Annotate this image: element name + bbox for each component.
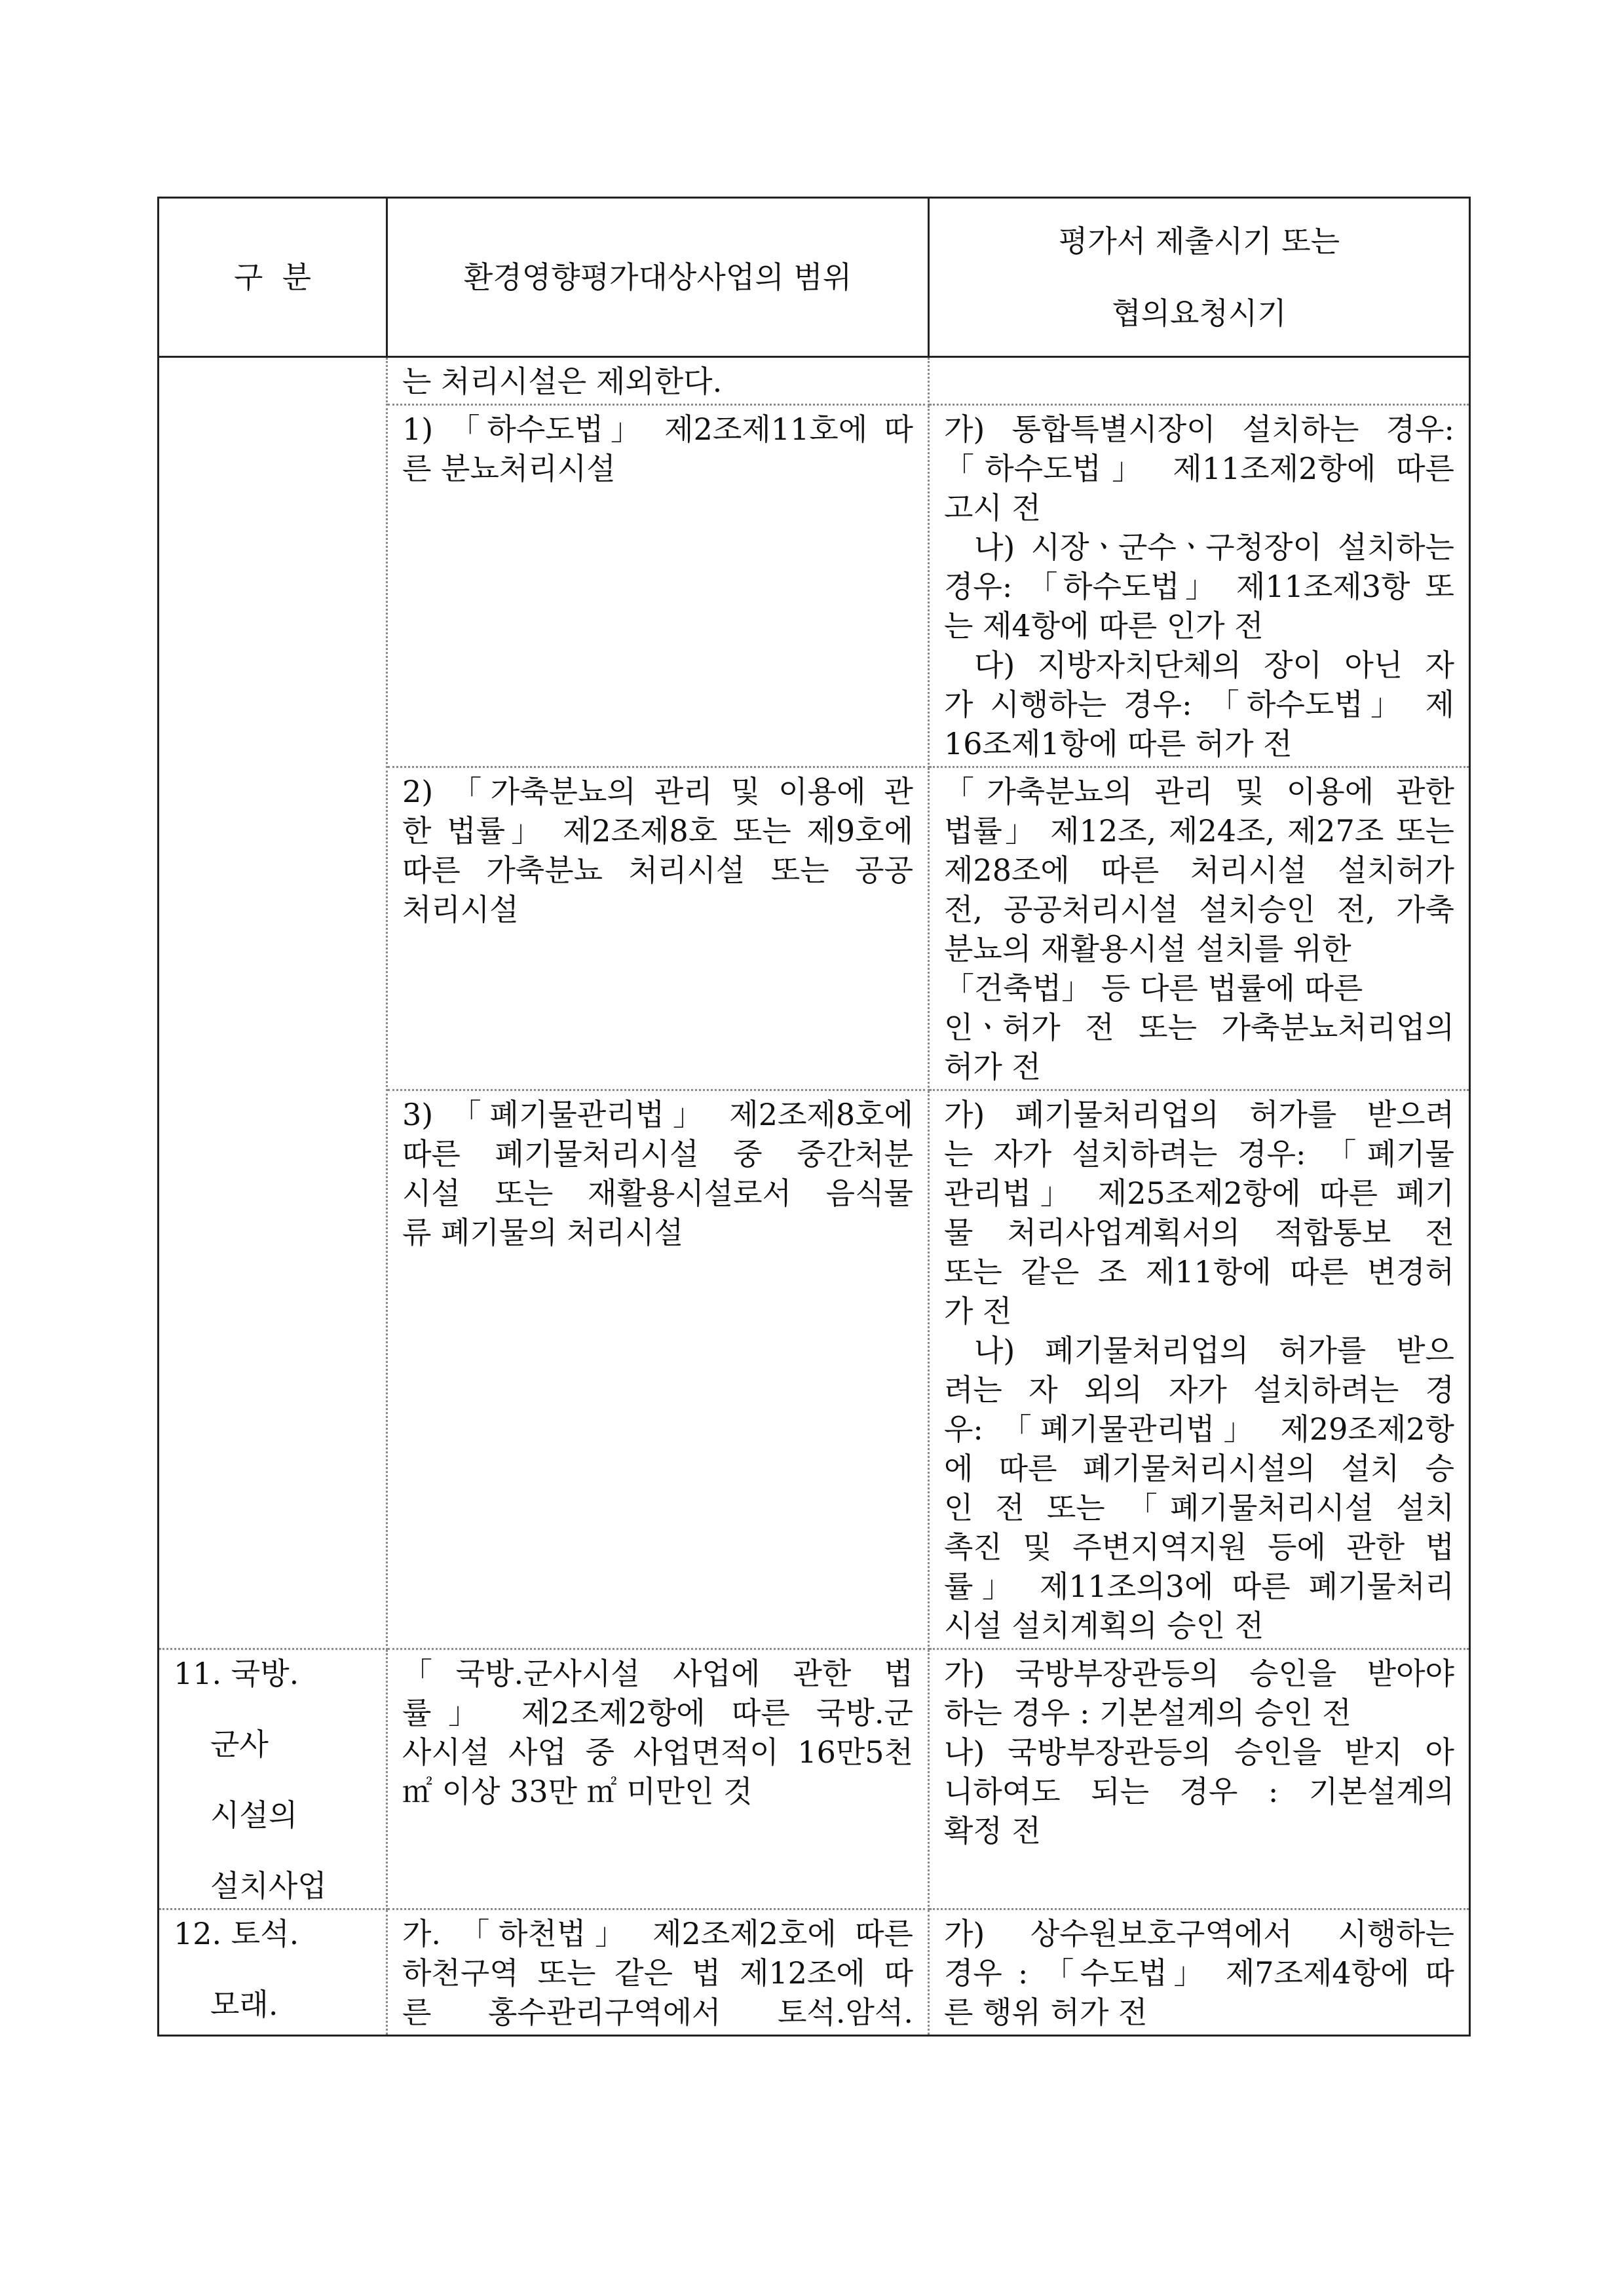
table-row <box>159 1649 1470 1909</box>
table-row <box>159 357 1470 405</box>
timing-cell: 가) 국방부장관등의 승인을 받아야 하는 경우 : 기본설계의 승인 전 나) 국방부장관등의 승인을 받지 아 니하여도 되는 경우 : 기본설계의 확정 전 <box>929 1649 1470 1909</box>
timing-cell: 가) 폐기물처리업의 허가를 받으려 는 자가 설치하려는 경우: 「폐기물 관리법」 제25조제2항에 따른 폐기 물 처리사업계획서의 적합통보 전 또는 같은 조 제11항에 따른 변경허 가 전 나) 폐기물처리업의 허가를 받으 려는 자 외의 자가 설치하려는 경 우: 「폐기물관리법」 제29조제2항 에 따른 폐기물처리시설의 설치 승 인 전 또는 「폐기물처리시설 설치 촉진 및 주변지역지원 등에 관한 법 률」 제11조의3에 따른 폐기물처리 시설 설치계획의 승인 전 <box>929 1090 1470 1649</box>
header-category: 구 분 <box>159 198 387 357</box>
scope-cell: 가. 「하천법」 제2조제2호에 따른 하천구역 또는 같은 법 제12조에 따 른 홍수관리구역에서 토석.암석. <box>387 1909 929 2036</box>
timing-cell: 가) 통합특별시장이 설치하는 경우: 「하수도법」 제11조제2항에 따른 고시 전 나) 시장ㆍ군수ㆍ구청장이 설치하는 경우: 「하수도법」 제11조제3항 또 는 제4항에 따른 인가 전 다) 지방자치단체의 장이 아닌 자 가 시행하는 경우: 「하수도법」 제 16조제1항에 따른 허가 전 <box>929 405 1470 767</box>
header-row <box>159 198 1470 357</box>
header-scope: 환경영향평가대상사업의 범위 <box>387 198 929 357</box>
scope-cell: 3) 「폐기물관리법」 제2조제8호에 따른 폐기물처리시설 중 중간처분 시설 또는 재활용시설로서 음식물 류 폐기물의 처리시설 <box>387 1090 929 1649</box>
scope-cell: 「국방.군사시설 사업에 관한 법 률」 제2조제2항에 따른 국방.군 사시설 사업 중 사업면적이 16만5천 ㎡ 이상 33만 ㎡ 미만인 것 <box>387 1649 929 1909</box>
timing-cell: 「가축분뇨의 관리 및 이용에 관한 법률」 제12조, 제24조, 제27조 또는 제28조에 따른 처리시설 설치허가 전, 공공처리시설 설치승인 전, 가축 분뇨의 재활용시설 설치를 위한 「건축법」 등 다른 법률에 따른 인ㆍ허가 전 또는 가축분뇨처리업의 허가 전 <box>929 767 1470 1090</box>
scope-cell: 는 처리시설은 제외한다. <box>387 357 929 405</box>
timing-cell <box>929 357 1470 405</box>
scope-cell: 2) 「가축분뇨의 관리 및 이용에 관 한 법률」 제2조제8호 또는 제9호에 따른 가축분뇨 처리시설 또는 공공 처리시설 <box>387 767 929 1090</box>
category-cell: 11. 국방. 군사 시설의 설치사업 <box>159 1649 387 1909</box>
header-timing: 평가서 제출시기 또는 협의요청시기 <box>929 198 1470 357</box>
table-row <box>159 1909 1470 2036</box>
category-cell: 12. 토석. 모래. <box>159 1909 387 2036</box>
scope-cell: 1) 「하수도법」 제2조제11호에 따 른 분뇨처리시설 <box>387 405 929 767</box>
timing-cell: 가) 상수원보호구역에서 시행하는 경우 : 「수도법」 제7조제4항에 따 른 행위 허가 전 <box>929 1909 1470 2036</box>
assessment-table <box>157 197 1471 2037</box>
category-cell-continued <box>159 357 387 1649</box>
